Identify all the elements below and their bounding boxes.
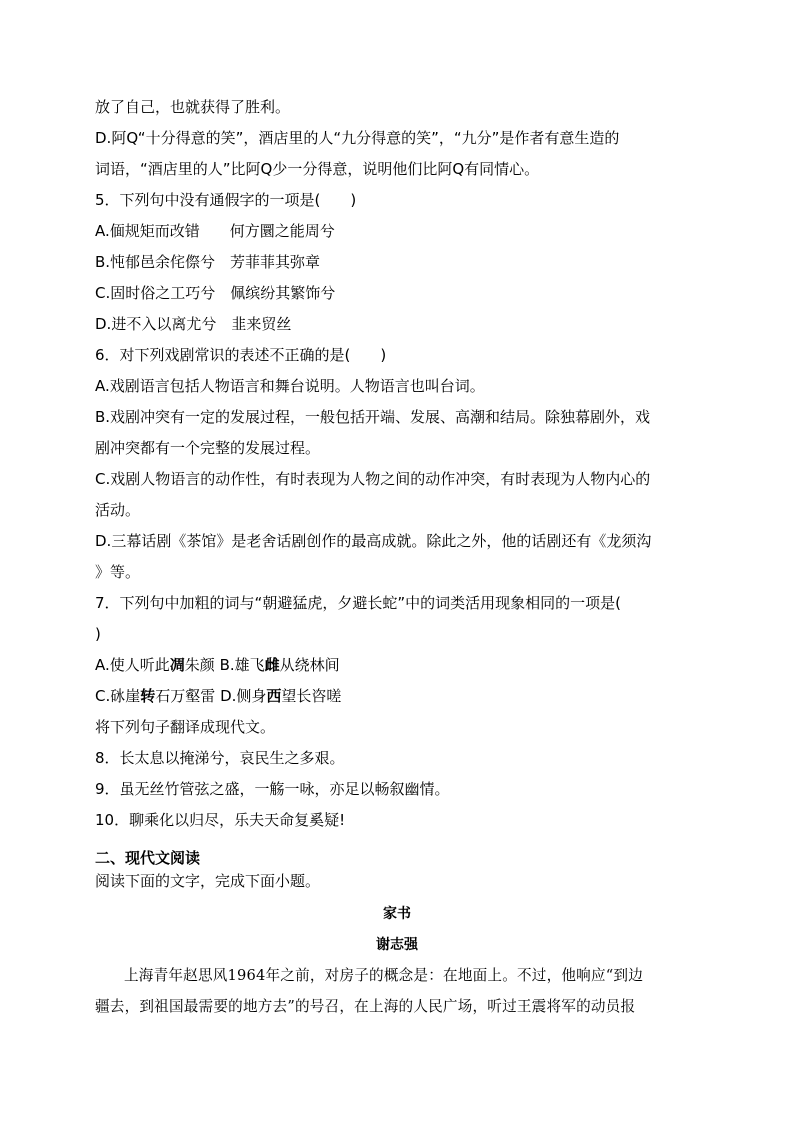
section-heading: 二、现代文阅读: [95, 849, 201, 867]
q7-option-c-bold: 转: [140, 687, 156, 705]
question-6: 6．对下列戏剧常识的表述不正确的是( ): [95, 346, 387, 364]
article-paragraph-line1: 上海青年赵思风1964年之前，对房子的概念是：在地面上。不过，他响应“到边: [124, 967, 644, 984]
option-d-text: D.阿Q“十分得意的笑”，酒店里的人“九分得意的笑”，“九分”是作者有意生造的: [95, 129, 620, 147]
q7-option-d-post: 望长咨嗟: [281, 687, 342, 705]
question-9: 9．虽无丝竹管弦之盛，一觞一咏，亦足以畅叙幽情。: [95, 780, 450, 798]
q7-option-a-bold: 凋: [169, 656, 185, 674]
article-author: 谢志强: [376, 937, 418, 953]
q7-option-d-pre: D.侧身: [220, 687, 267, 705]
q7-option-b-post: 从绕林间: [279, 656, 340, 674]
q6-option-b-line2: 剧冲突都有一个完整的发展过程。: [95, 439, 321, 457]
q5-option-b: B.忳郁邑余侘傺兮 芳菲菲其弥章: [95, 253, 321, 271]
article-title: 家书: [383, 906, 411, 922]
q7-options-ab: [95, 655, 340, 675]
reading-instruction: 阅读下面的文字，完成下面小题。: [95, 872, 321, 890]
q7-options-cd: [95, 686, 341, 706]
q6-option-d-line1: D.三幕话剧《茶馆》是老舍话剧创作的最高成就。除此之外，他的话剧还有《龙须沟: [95, 532, 652, 550]
q5-option-c: C.固时俗之工巧兮 佩缤纷其繁饰兮: [95, 284, 336, 302]
q7-option-c-post: 石万壑雷: [155, 687, 216, 705]
q6-option-a: A.戏剧语言包括人物语言和舞台说明。人物语言也叫台词。: [95, 377, 485, 395]
question-10: 10．聊乘化以归尽，乐夫天命复奚疑!: [95, 811, 346, 829]
q6-option-d-line2: 》等。: [95, 563, 141, 581]
q7-option-d-bold: 西: [266, 687, 282, 705]
q7-option-c-pre: C.砯崖: [95, 687, 141, 705]
q6-option-c-line1: C.戏剧人物语言的动作性，有时表现为人物之间的动作冲突，有时表现为人物内心的: [95, 470, 651, 488]
q7-option-a-pre: A.使人听此: [95, 656, 170, 674]
translation-instruction: 将下列句子翻译成现代文。: [95, 718, 276, 736]
article-paragraph-line2: 疆去，到祖国最需要的地方去”的号召，在上海的人民广场，听过王震将军的动员报: [95, 998, 636, 1015]
q7-option-a-post: 朱颜: [184, 656, 215, 674]
text-line: 词语，“酒店里的人”比阿Q少一分得意，说明他们比阿Q有同情心。: [95, 160, 540, 178]
question-8: 8．长太息以掩涕兮，哀民生之多艰。: [95, 749, 345, 767]
question-5: 5．下列句中没有通假字的一项是( ): [95, 191, 357, 209]
q7-option-b-pre: B.雄飞: [219, 656, 265, 674]
q6-option-c-line2: 活动。: [95, 501, 141, 519]
q6-option-b-line1: B.戏剧冲突有一定的发展过程，一般包括开端、发展、高潮和结局。除独幕剧外，戏: [95, 408, 651, 426]
q5-option-d: D.进不入以离尤兮 韭来贸丝: [95, 315, 292, 333]
q7-option-b-bold: 雌: [264, 656, 280, 674]
question-7-line1: 7．下列句中加粗的词与“朝避猛虎，夕避长蛇”中的词类活用现象相同的一项是(: [95, 594, 621, 612]
text-line: 放了自己，也就获得了胜利。: [95, 98, 291, 116]
q5-option-a: A.偭规矩而改错 何方圜之能周兮: [95, 222, 335, 240]
question-7-line2: ): [95, 625, 101, 643]
